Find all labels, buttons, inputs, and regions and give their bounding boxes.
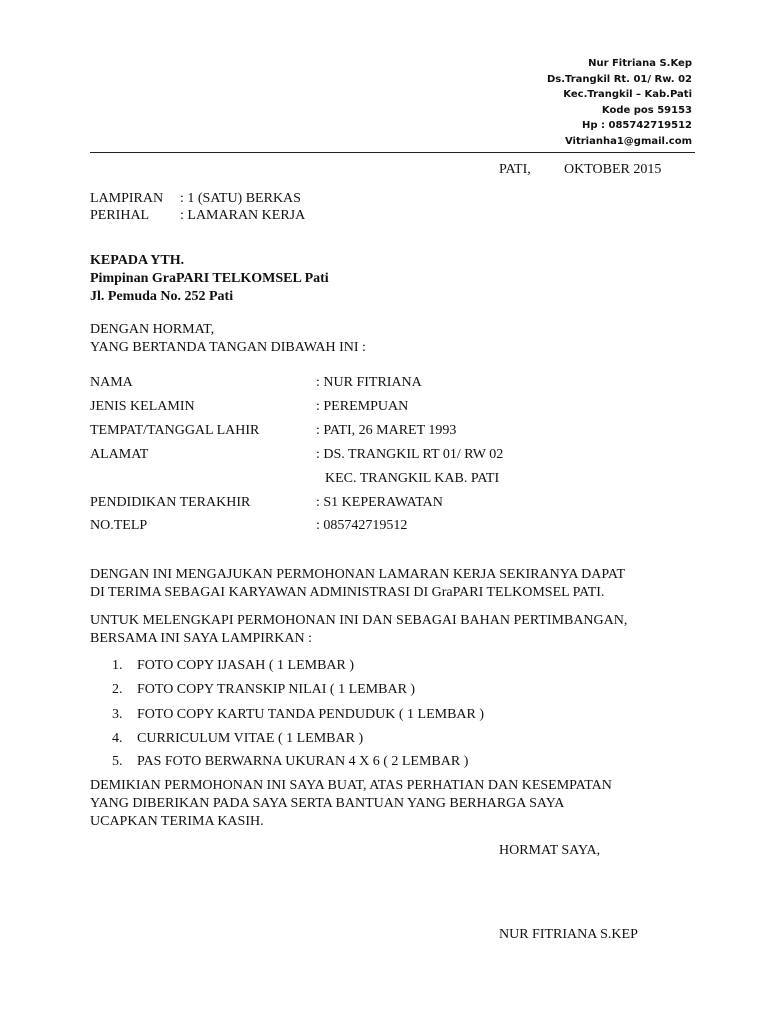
paragraph-closing-line-3: UCAPKAN TERIMA KASIH.	[90, 814, 264, 829]
sender-address-line-1: Ds.Trangkil Rt. 01/ Rw. 02	[546, 73, 692, 85]
paragraph-attachments-line-2: BERSAMA INI SAYA LAMPIRKAN :	[90, 631, 312, 646]
paragraph-application	[90, 566, 625, 602]
recipient-salutation: KEPADA YTH.	[90, 253, 185, 268]
lampiran-value: : 1 (SATU) BERKAS	[180, 191, 301, 206]
attachment-number: 4.	[112, 731, 123, 746]
field-pendidikan-value: : S1 KEPERAWATAN	[316, 495, 443, 510]
greeting-line-1: DENGAN HORMAT,	[90, 322, 215, 337]
field-ttl-label: TEMPAT/TANGGAL LAHIR	[90, 423, 260, 438]
field-telp-label: NO.TELP	[90, 518, 148, 533]
field-ttl-value: : PATI, 26 MARET 1993	[316, 423, 457, 438]
paragraph-application-line-1: DENGAN INI MENGAJUKAN PERMOHONAN LAMARAN KERJA SEKIRANYA DAPAT	[90, 567, 626, 582]
attachment-item: PAS FOTO BERWARNA UKURAN 4 X 6 ( 2 LEMBAR )	[137, 754, 469, 769]
sender-phone: Hp : 085742719512	[582, 120, 692, 131]
perihal-value: : LAMARAN KERJA	[180, 208, 306, 223]
paragraph-closing-line-1: DEMIKIAN PERMOHONAN INI SAYA BUAT, ATAS PERHATIAN DAN KESEMPATAN	[90, 778, 612, 793]
field-jenis-kelamin-label: JENIS KELAMIN	[90, 399, 195, 414]
attachment-item: FOTO COPY TRANSKIP NILAI ( 1 LEMBAR )	[137, 682, 416, 697]
sender-address-block	[547, 56, 692, 149]
sender-email: Vitrianha1@gmail.com	[564, 135, 692, 147]
recipient-name: Pimpinan GraPARI TELKOMSEL Pati	[90, 271, 329, 286]
attachment-item: FOTO COPY KARTU TANDA PENDUDUK ( 1 LEMBAR )	[137, 707, 485, 722]
attachment-number: 1.	[112, 658, 123, 673]
field-alamat-value-2: KEC. TRANGKIL KAB. PATI	[325, 471, 500, 486]
perihal-label: PERIHAL	[90, 208, 150, 223]
attachment-number: 3.	[112, 707, 123, 722]
sender-name: Nur Fitriana S.Kep	[588, 58, 692, 69]
greeting-line-2: YANG BERTANDA TANGAN DIBAWAH INI :	[90, 340, 366, 355]
date-place: PATI,	[499, 162, 531, 177]
field-nama-label: NAMA	[90, 375, 133, 390]
paragraph-attachments-line-1: UNTUK MELENGKAPI PERMOHONAN INI DAN SEBAGAI BAHAN PERTIMBANGAN,	[90, 613, 628, 628]
attachment-number: 5.	[112, 754, 123, 769]
paragraph-closing	[90, 777, 612, 831]
field-jenis-kelamin-value: : PEREMPUAN	[316, 399, 409, 414]
attachment-item: CURRICULUM VITAE ( 1 LEMBAR )	[137, 731, 364, 746]
sender-postal-code: Kode pos 59153	[601, 104, 692, 116]
header-divider	[90, 152, 695, 153]
attachment-item: FOTO COPY IJASAH ( 1 LEMBAR )	[137, 658, 355, 673]
paragraph-application-line-2: DI TERIMA SEBAGAI KARYAWAN ADMINISTRASI DI GraPARI TELKOMSEL PATI.	[90, 585, 605, 600]
signature-name: NUR FITRIANA S.KEP	[499, 927, 638, 942]
date-value: OKTOBER 2015	[564, 162, 662, 177]
field-telp-value: : 085742719512	[316, 518, 408, 533]
recipient-address: Jl. Pemuda No. 252 Pati	[90, 289, 234, 304]
paragraph-closing-line-2: YANG DIBERIKAN PADA SAYA SERTA BANTUAN YANG BERHARGA SAYA	[90, 796, 565, 811]
field-alamat-value-1: : DS. TRANGKIL RT 01/ RW 02	[316, 447, 504, 462]
sender-address-line-2: Kec.Trangkil – Kab.Pati	[563, 89, 692, 100]
paragraph-attachments-intro	[90, 612, 627, 648]
attachment-number: 2.	[112, 682, 123, 697]
field-pendidikan-label: PENDIDIKAN TERAKHIR	[90, 495, 251, 510]
field-nama-value: : NUR FITRIANA	[316, 375, 422, 390]
signature-salutation: HORMAT SAYA,	[499, 843, 601, 858]
field-alamat-label: ALAMAT	[90, 447, 149, 462]
lampiran-label: LAMPIRAN	[90, 191, 164, 206]
